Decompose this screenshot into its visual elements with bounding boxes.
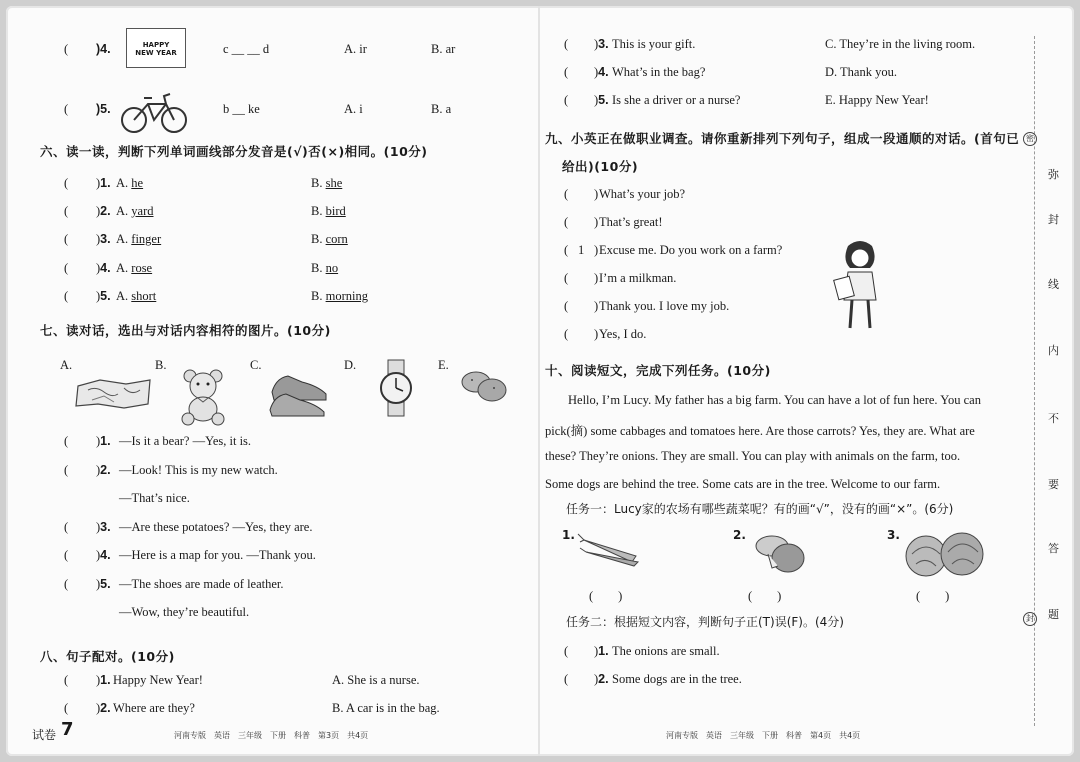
seal-instruction-char: 不 [1048,412,1059,425]
question-number: )5. [96,102,111,116]
section-9-title: 九、小英正在做职业调查。请你重新排列下列句子，组成一段通顺的对话。(首句已 [545,131,1020,146]
paren-close: ) [594,299,599,313]
question-number-text: 3. [100,520,111,534]
underlined-word: morning [325,288,368,303]
sentence-question: What’s in the bag? [612,65,706,79]
word-blank: b __ ke [223,102,260,116]
task-1-instruction: 任务一：Lucy家的农场有哪些蔬菜呢？有的画“√”，没有的画“×”。(6分) [566,502,954,516]
carrot-icon [578,532,642,566]
dialogue-sentence: Yes, I do. [599,327,647,341]
underlined-word: no [325,260,339,275]
paren-close: ) [594,187,599,201]
seal-instruction-char: 答 [1048,542,1059,555]
sentence-answer: C. They’re in the living room. [825,37,976,51]
question-number: )3. [594,37,609,51]
question-number: )4. [594,65,609,79]
card-text: NEW YEAR [135,49,177,57]
paren-close: ) [594,243,599,257]
dialogue-line: —Here is a map for you. —Thank you. [119,548,316,562]
seal-mark: 封 [1023,612,1037,626]
seal-instruction-char: 内 [1048,344,1059,357]
question-number: )3. [96,232,111,247]
answer-paren[interactable]: ( [564,187,569,201]
option-prefix: A. [116,176,132,190]
passage-line: Hello, I’m Lucy. My father has a big farm. You can have a lot of fun here. You can [568,393,981,407]
question-number: )1. [96,434,111,448]
answer-paren[interactable]: ( [564,37,569,51]
task-1-blank-1[interactable]: ( ) [589,589,623,603]
answer-paren[interactable]: ( [64,673,69,687]
answer-paren[interactable]: ( [64,204,69,219]
option-prefix: A. [116,288,132,303]
watch-icon [376,360,416,416]
underlined-word: corn [325,232,348,247]
dialogue-sentence: Thank you. I love my job. [599,299,730,313]
answer-paren[interactable]: ( [564,672,569,686]
sentence-answer: E. Happy New Year! [825,93,929,107]
leather-shoes-icon [268,366,332,418]
task-1-blank-3[interactable]: ( ) [916,589,950,603]
answer-paren[interactable]: ( [64,701,69,715]
paren-close: ) [594,327,599,341]
teddy-bear-icon [176,368,232,424]
question-number-text: 1. [598,644,609,658]
dialogue-sentence: That’s great! [599,215,663,229]
option-prefix: B. [311,288,326,303]
answer-paren[interactable]: ( [564,299,569,313]
seal-instruction-char: 弥 [1048,168,1059,181]
underlined-word: yard [131,204,154,219]
option-a: A. ir [344,42,367,56]
page-footer-info: 河南专版 英语 三年级 下册 科普 第3页 共4页 [174,731,369,740]
option-b [311,289,368,304]
question-number: )1. [96,176,111,190]
seal-instruction-char: 封 [1048,213,1059,226]
picture-label-a: A. [60,358,73,372]
option-b [311,176,342,191]
option-b [311,204,346,219]
option-a [116,204,154,219]
answer-paren[interactable]: ( [64,520,69,534]
question-number-text: 4. [100,260,111,275]
dialogue-line: —The shoes are made of leather. [119,577,284,591]
dialogue-line: —Look! This is my new watch. [119,463,278,477]
question-number-text: 4. [598,65,609,79]
dialogue-line: —Are these potatoes? —Yes, they are. [119,520,313,534]
option-b [311,261,338,276]
seal-mark: 密 [1023,132,1037,146]
cabbage-icon [902,530,988,578]
question-number-text: 3. [100,232,111,247]
question-number-text: 1. [100,434,111,448]
option-prefix: A. [116,260,132,275]
question-number: )2. [594,672,609,686]
task-1-label-1: 1. [562,528,575,542]
dialogue-line: —Is it a bear? —Yes, it is. [119,434,252,448]
option-prefix: B. [311,232,326,247]
answer-paren[interactable]: ( [564,243,569,257]
question-number-text: 5. [100,288,111,303]
happy-new-year-card-icon [126,28,186,68]
picture-label-b: B. [155,358,167,372]
option-prefix: A. [116,204,132,219]
card-text: HAPPY [142,41,170,49]
option-a [116,176,143,191]
section-10-title: 十、阅读短文，完成下列任务。(10分) [545,363,771,378]
task-2-statement: The onions are small. [612,644,720,658]
option-prefix: B. [311,204,326,219]
task-2-instruction: 任务二：根据短文内容，判断句子正(T)误(F)。(4分) [566,615,844,629]
paren-close: ) [594,215,599,229]
question-number: )4. [96,260,111,275]
map-icon [74,376,154,410]
underlined-word: bird [325,204,346,219]
task-1-label-3: 3. [887,528,900,542]
question-number-text: 1. [100,176,111,190]
question-number-text: 2. [598,672,609,686]
answer-paren[interactable]: ( [64,577,69,591]
underlined-word: short [131,288,157,303]
mushroom-icon [752,532,808,576]
answer-paren[interactable]: ( [64,232,69,247]
task-1-label-2: 2. [733,528,746,542]
question-number: )4. [96,548,111,562]
section-6-title: 六、读一读，判断下列单词画线部分发音是(√)否(×)相同。(10分) [40,144,428,159]
answer-paren[interactable]: ( [564,327,569,341]
potatoes-icon [458,368,510,404]
sentence-answer: D. Thank you. [825,65,897,79]
worksheet-page [6,6,1074,756]
passage-line: pick(摘) some cabbages and tomatoes here. Are those carrots? Yes, they are. What are [545,424,975,438]
seal-instruction-char: 题 [1048,608,1059,621]
option-prefix: A. [116,232,132,247]
girl-with-clipboard-icon [832,238,890,330]
picture-label-c: C. [250,358,262,372]
question-number: )1. [96,673,111,687]
option-a [116,232,161,247]
option-a [116,261,152,276]
passage-line: Some dogs are behind the tree. Some cats are in the tree. Welcome to our farm. [545,477,941,491]
question-number-text: 1. [100,673,111,687]
answer-paren[interactable]: ( [64,434,69,448]
dialogue-line: —That’s nice. [119,491,190,505]
order-fill[interactable]: 1 [578,243,585,257]
underlined-word: he [131,176,144,190]
option-b [311,232,348,247]
question-number: )1. [594,644,609,658]
task-2-statement: Some dogs are in the tree. [612,672,742,686]
question-number: )5. [96,577,111,591]
page-fold [538,6,540,756]
bicycle-icon [120,90,188,134]
answer-paren[interactable]: ( [564,93,569,107]
paper-number: 7 [61,719,74,740]
answer-paren[interactable]: ( [64,463,69,477]
question-number: )4. [96,42,111,56]
answer-paren[interactable]: ( [64,548,69,562]
seal-instruction-char: 线 [1048,278,1059,291]
task-1-blank-2[interactable]: ( ) [748,589,782,603]
answer-paren[interactable]: ( [564,644,569,658]
sentence-question: This is your gift. [612,37,696,51]
question-number-text: 2. [100,701,111,715]
underlined-word: rose [131,260,153,275]
dialogue-sentence: I’m a milkman. [599,271,677,285]
option-a: A. i [344,102,363,116]
question-number: )2. [96,701,111,715]
question-number: )5. [96,288,111,303]
answer-paren[interactable]: ( [64,288,69,303]
dialogue-sentence: What’s your job? [599,187,686,201]
sentence-question: Where are they? [113,701,195,715]
underlined-word: she [325,176,343,190]
sentence-answer: B. A car is in the bag. [332,701,440,715]
paren-close: ) [594,271,599,285]
question-number-text: 5. [100,577,111,591]
answer-paren: ( [64,102,69,116]
answer-paren[interactable]: ( [64,176,69,190]
dialogue-line: —Wow, they’re beautiful. [119,605,250,619]
sentence-question: Happy New Year! [113,673,203,687]
underlined-word: finger [131,232,162,247]
answer-paren[interactable]: ( [564,65,569,79]
word-blank: c __ __ d [223,42,270,56]
option-prefix: B. [311,260,326,275]
picture-label-d: D. [344,358,357,372]
section-7-title: 七、读对话，选出与对话内容相符的图片。(10分) [40,323,331,338]
question-number: )2. [96,463,111,477]
sentence-answer: A. She is a nurse. [332,673,420,687]
passage-line: these? They’re onions. They are small. You can play with animals on the farm, too. [545,449,961,463]
page-footer-info: 河南专版 英语 三年级 下册 科普 第4页 共4页 [666,731,861,740]
question-number-text: 2. [100,463,111,477]
answer-paren[interactable]: ( [564,215,569,229]
seal-instruction-char: 要 [1048,478,1059,491]
question-number: )3. [96,520,111,534]
section-8-title: 八、句子配对。(10分) [40,649,175,664]
sentence-question: Is she a driver or a nurse? [612,93,741,107]
paper-label: 试卷 [32,728,57,742]
answer-paren: ( [64,42,69,56]
option-b: B. ar [431,42,456,56]
option-a [116,289,156,304]
option-b: B. a [431,102,452,116]
answer-paren[interactable]: ( [64,260,69,275]
question-number: )5. [594,93,609,107]
question-number: )2. [96,204,111,219]
answer-paren[interactable]: ( [564,271,569,285]
dialogue-sentence: Excuse me. Do you work on a farm? [599,243,783,257]
question-number-text: 4. [100,548,111,562]
question-number-text: 3. [598,37,609,51]
section-9-title-cont: 给出)(10分) [562,159,639,174]
picture-label-e: E. [438,358,449,372]
option-prefix: B. [311,176,326,190]
question-number-text: 2. [100,204,111,219]
question-number-text: 5. [598,93,609,107]
